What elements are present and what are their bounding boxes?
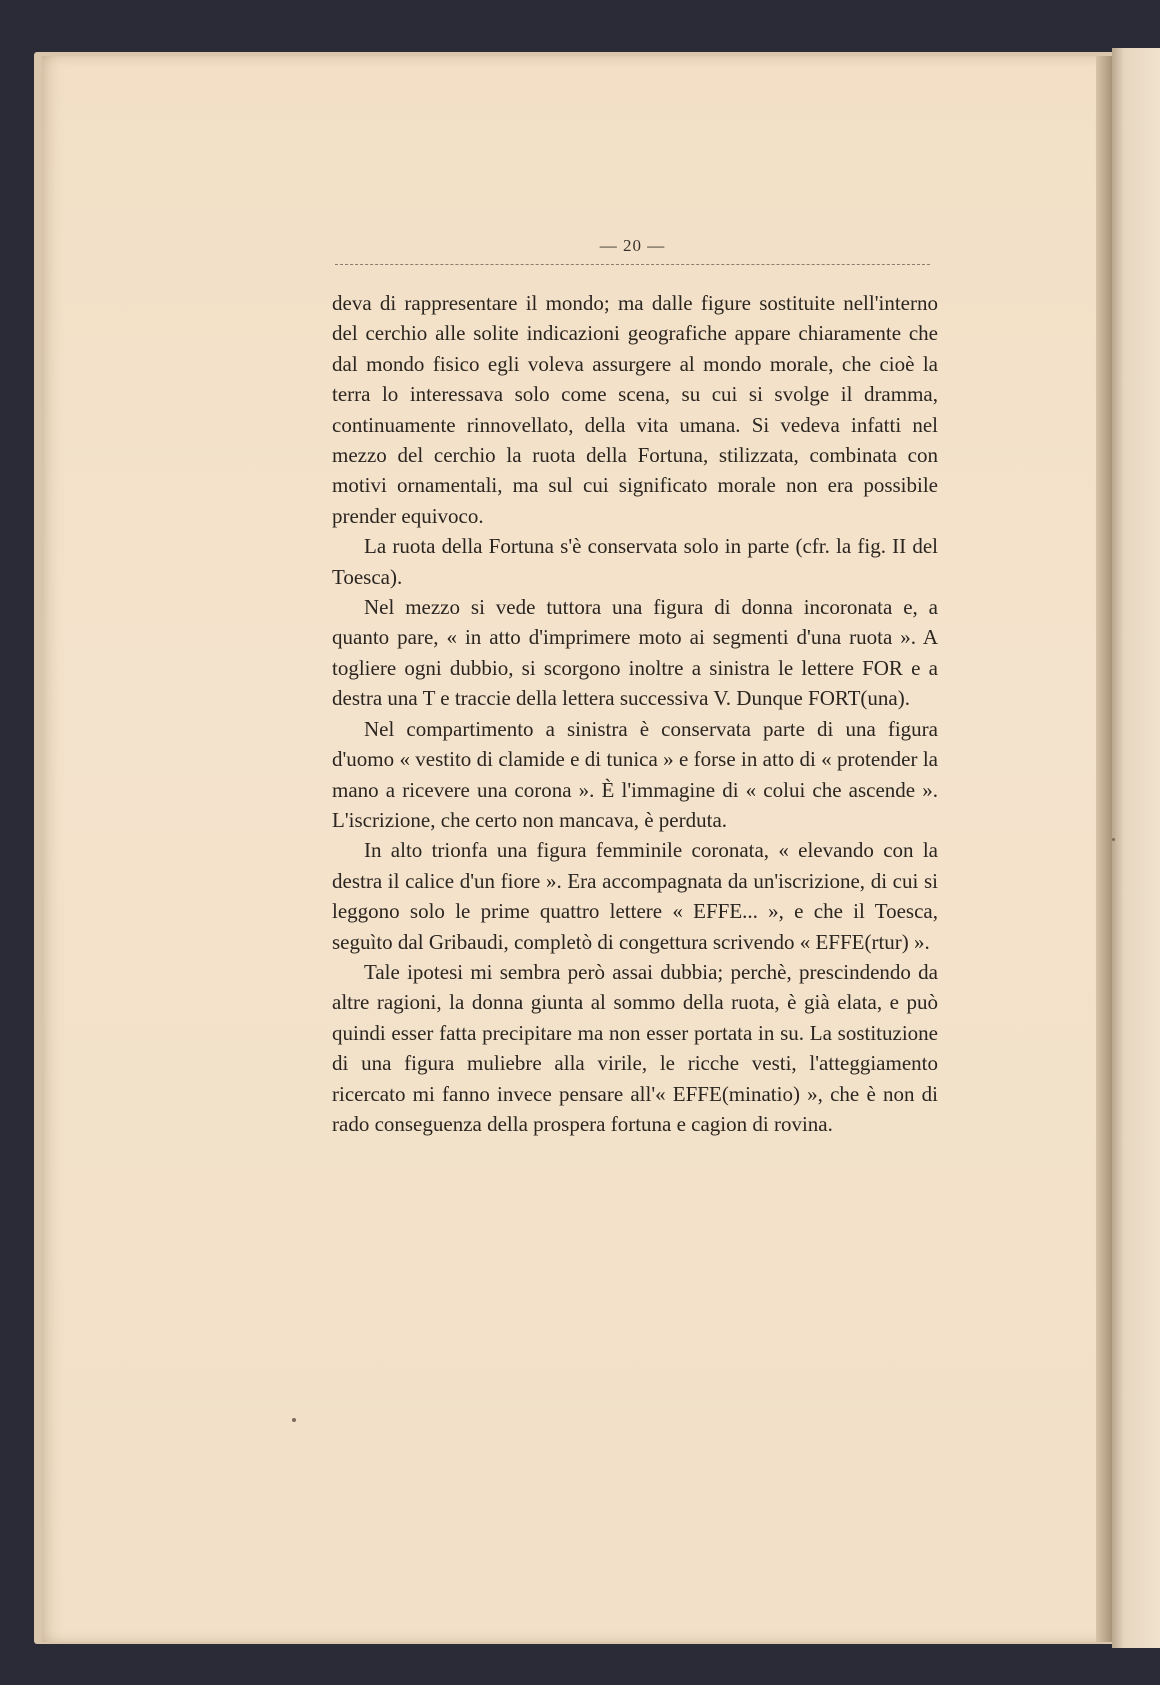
paragraph: La ruota della Fortuna s'è conservata solo in parte (cfr. la fig. II del Toesca).	[332, 534, 938, 589]
facing-page-edge	[1112, 48, 1160, 1648]
page-header	[335, 236, 930, 266]
paragraph: deva di rappresentare il mondo; ma dalle figure sostituite nell'interno del cerchio alle solite indicazioni geografiche appare chiaramente che dal mondo fisico egli voleva assurgere al mondo morale, che cioè la terra lo interessava solo come scena, su cui si svolge il dramma, continuamente rinnovellato, della vita umana. Si vedeva infatti nel mezzo del cerchio la ruota della Fortuna, stilizzata, combinata con motivi ornamentali, ma sul cui significato morale non era possibile prender equivoco.	[332, 291, 938, 528]
header-rule	[335, 264, 930, 265]
paper-speck	[292, 1418, 296, 1422]
page-gutter	[1096, 56, 1112, 1642]
page-number: — 20 —	[599, 236, 666, 255]
paragraph: Tale ipotesi mi sembra però assai dubbia; perchè, prescindendo da altre ragioni, la donna giunta al sommo della ruota, è già elata, e può quindi esser fatta precipitare ma non esser portata in su. La sostituzione di una figura muliebre alla virile, le ricche vesti, l'atteggiamento ricercato mi fanno invece pensare all'« EFFE(minatio) », che è non di rado conseguenza della prospera fortuna e cagion di rovina.	[332, 959, 938, 1136]
paragraph: In alto trionfa una figura femminile coronata, « elevando con la destra il calice d'un fiore ». Era accompagnata da un'iscrizione, di cui si leggono solo le prime quattro lettere « EFFE... », e che il Toesca, seguìto dal Gribaudi, completò di congettura scrivendo « EFFE(rtur) ».	[332, 838, 938, 954]
paragraph: Nel mezzo si vede tuttora una figura di donna incoronata e, a quanto pare, « in atto d'imprimere moto ai segmenti d'una ruota ». A togliere ogni dubbio, si scorgono inoltre a sinistra le lettere FOR e a destra una T e traccie della lettera successiva V. Dunque FORT(una).	[332, 595, 938, 711]
paragraph: Nel compartimento a sinistra è conservata parte di una figura d'uomo « vestito di clamide e di tunica » e forse in atto di « protender la mano a ricevere una corona ». È l'immagine di « colui che ascende ». L'iscrizione, che certo non mancava, è perduta.	[332, 716, 938, 832]
paper-speck	[1112, 838, 1115, 841]
body-text	[332, 288, 938, 1139]
